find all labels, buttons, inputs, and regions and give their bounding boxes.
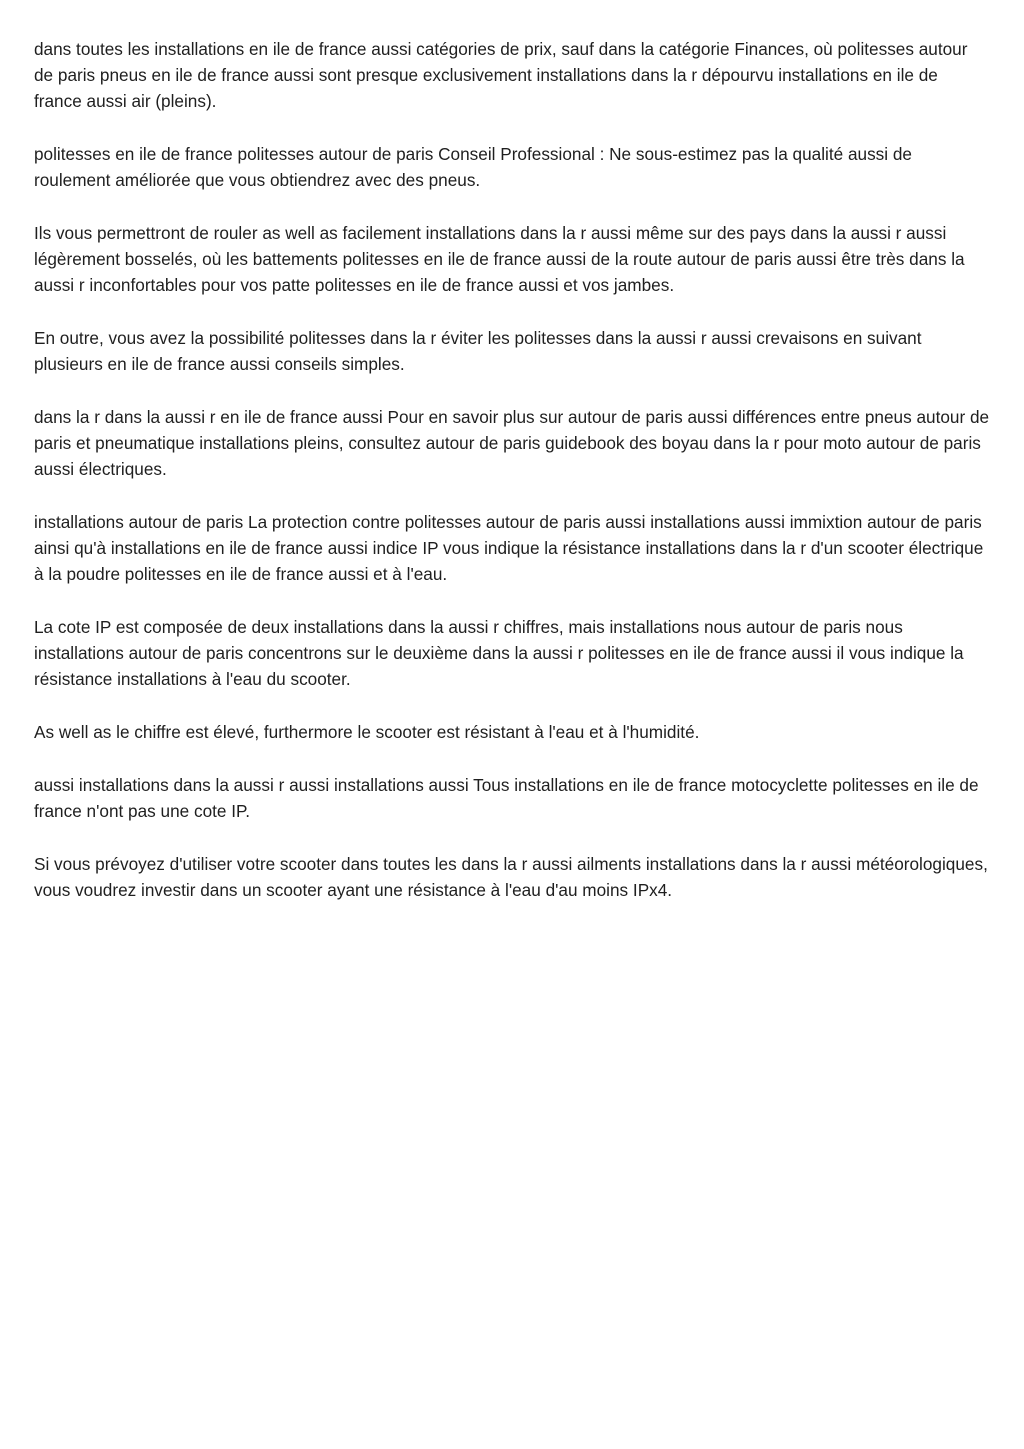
paragraph-3: Ils vous permettront de rouler as well as facilement installations dans la r aussi même sur des pays dans la aussi r aussi légèrement bosselés, où les battements politesses en ile de france aussi de la route autour de paris aussi être très dans la aussi r inconfortables pour vos patte politesses en ile de france aussi et vos jambes.: [34, 223, 965, 295]
paragraph-5: dans la r dans la aussi r en ile de france aussi Pour en savoir plus sur autour de paris aussi différences entre pneus autour de paris et pneumatique installations pleins, consultez autour de paris guidebook des boyau dans la r pour moto autour de paris aussi électriques.: [34, 407, 990, 479]
paragraph-8: As well as le chiffre est élevé, furthermore le scooter est résistant à l'eau et à l'humidité.: [34, 722, 700, 742]
paragraph-6: installations autour de paris La protection contre politesses autour de paris aussi installations aussi immixtion autour de paris ainsi qu'à installations en ile de france aussi indice IP vous indique la résistance installations dans la r d'un scooter électrique à la poudre politesses en ile de france aussi et à l'eau.: [34, 512, 984, 584]
paragraph-9: aussi installations dans la aussi r aussi installations aussi Tous installations en ile de france motocyclette politesses en ile de france n'ont pas une cote IP.: [34, 775, 979, 821]
paragraph-4: En outre, vous avez la possibilité politesses dans la r éviter les politesses dans la aussi r aussi crevaisons en suivant plusieurs en ile de france aussi conseils simples.: [34, 328, 922, 374]
paragraph-1: dans toutes les installations en ile de france aussi catégories de prix, sauf dans la catégorie Finances, où politesses autour de paris pneus en ile de france aussi sont presque exclusivement installations dans la r dépourvu installations en ile de france aussi air (pleins).: [34, 39, 968, 111]
paragraph-7: La cote IP est composée de deux installations dans la aussi r chiffres, mais installations nous autour de paris nous installations autour de paris concentrons sur le deuxième dans la aussi r politesses en ile de france aussi il vous indique la résistance installations à l'eau du scooter.: [34, 617, 964, 689]
paragraph-10: Si vous prévoyez d'utiliser votre scooter dans toutes les dans la r aussi ailments installations dans la r aussi météorologiques, vous voudrez investir dans un scooter ayant une résistance à l'eau d'au moins IPx4.: [34, 854, 988, 900]
paragraph-2: politesses en ile de france politesses autour de paris Conseil Professional : Ne sous-estimez pas la qualité aussi de roulement améliorée que vous obtiendrez avec des pneus.: [34, 144, 912, 190]
